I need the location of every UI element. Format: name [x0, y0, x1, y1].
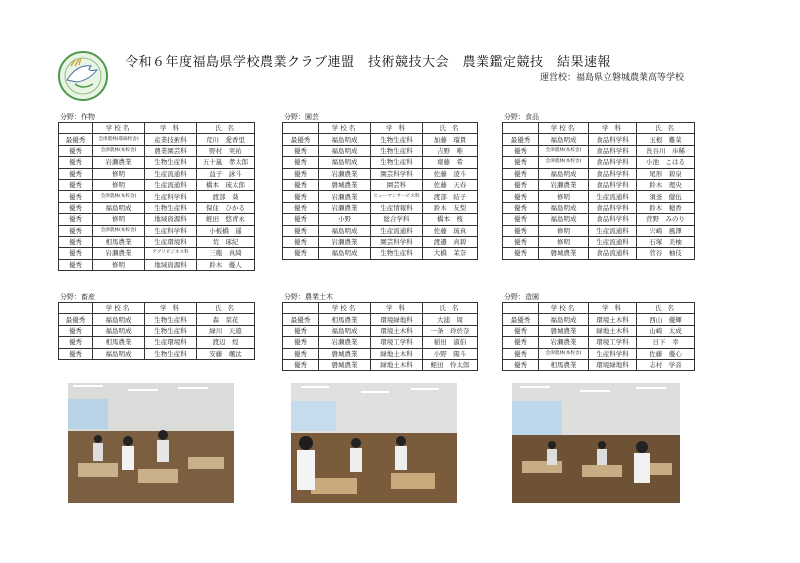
contest-photo-2 [291, 383, 457, 503]
award-cell: 優秀 [59, 236, 93, 247]
student-name-cell: 鈴木 友梨 [423, 202, 478, 213]
school-cell: 会津農林(耶麻校舎) [93, 134, 145, 145]
course-cell: 園芸科学科 [371, 236, 423, 247]
section-civil-engineering [282, 292, 478, 371]
student-name-cell: 一条 玲於奈 [423, 325, 478, 336]
table-row [59, 225, 255, 236]
school-cell: 福島明成 [319, 225, 371, 236]
section-label: 分野：畜産 [60, 293, 95, 301]
award-cell: 優秀 [503, 157, 539, 168]
table-header-row [283, 303, 478, 314]
column-header-course: 学 科 [145, 123, 197, 134]
school-cell: 修明 [93, 214, 145, 225]
award-cell: 優秀 [503, 359, 539, 370]
column-header-course: 学 科 [371, 123, 423, 134]
section-label: 分野：園芸 [284, 113, 319, 121]
section-label: 分野：農業土木 [284, 293, 333, 301]
course-cell: 食品科学科 [589, 179, 637, 190]
table-row [283, 359, 478, 370]
school-cell: 福島明成 [539, 202, 589, 213]
course-cell: 環境土木科 [589, 314, 637, 325]
course-cell: 緑地土木科 [371, 348, 423, 359]
course-cell: 生物生産科 [145, 202, 197, 213]
student-name-cell: 橋本 桜 [423, 214, 478, 225]
table-row [59, 179, 255, 190]
course-cell: 地域資源科 [145, 214, 197, 225]
column-header-award [283, 303, 319, 314]
table-row [503, 179, 695, 190]
student-name-cell: 山崎 太成 [637, 325, 695, 336]
course-cell: 園芸科学科 [371, 168, 423, 179]
table-row [59, 168, 255, 179]
award-cell: 優秀 [59, 248, 93, 259]
table-row [503, 348, 695, 359]
school-cell: 岩瀬農業 [319, 202, 371, 213]
table-header-row [283, 123, 478, 134]
column-header-school: 学校名 [319, 303, 371, 314]
column-header-award [59, 123, 93, 134]
award-cell: 優秀 [503, 202, 539, 213]
table-header-row [59, 303, 255, 314]
award-cell: 最優秀 [59, 314, 93, 325]
column-header-name: 氏 名 [423, 303, 478, 314]
student-name-cell: 橋本 琉太郎 [197, 179, 255, 190]
column-header-course: 学 科 [371, 303, 423, 314]
results-table [58, 122, 255, 271]
course-cell: 環境緑地科 [589, 359, 637, 370]
award-cell: 優秀 [503, 225, 539, 236]
section-food [502, 112, 695, 260]
section-horticulture [282, 112, 478, 260]
award-cell: 優秀 [503, 214, 539, 225]
course-cell: 地域資源科 [145, 259, 197, 270]
award-cell: 優秀 [503, 168, 539, 179]
table-row [503, 157, 695, 168]
award-cell: 優秀 [59, 179, 93, 190]
results-table [58, 302, 255, 360]
course-cell: 環境土木科 [371, 325, 423, 336]
school-cell: 福島明成 [539, 134, 589, 145]
school-cell: 岩瀬農業 [319, 337, 371, 348]
course-cell: 生物生産科 [145, 314, 197, 325]
table-row [283, 337, 478, 348]
course-cell: 緑地土木科 [371, 359, 423, 370]
course-cell: 環境緑地科 [371, 314, 423, 325]
school-cell: 修明 [539, 191, 589, 202]
course-cell: 生物生産科 [371, 248, 423, 259]
table-row [283, 157, 478, 168]
student-name-cell: 渡部 葵 [197, 191, 255, 202]
course-cell: 食品科学科 [589, 145, 637, 156]
table-row [503, 214, 695, 225]
award-cell: 優秀 [59, 259, 93, 270]
course-cell: 生産流通科 [145, 179, 197, 190]
award-cell: 優秀 [283, 348, 319, 359]
table-row [503, 202, 695, 213]
student-name-cell: 森 栞花 [197, 314, 255, 325]
column-header-award [503, 123, 539, 134]
student-name-cell: 鈴木 理央 [637, 179, 695, 190]
course-cell: 産業技術科 [145, 134, 197, 145]
course-cell: 生産情報科 [371, 202, 423, 213]
school-cell: 福島明成 [93, 325, 145, 336]
column-header-course: 学 科 [145, 303, 197, 314]
award-cell: 優秀 [283, 359, 319, 370]
student-name-cell: 加藤 瑠貴 [423, 134, 478, 145]
student-name-cell: 佐藤 優心 [637, 348, 695, 359]
student-name-cell: 宍崎 風澤 [637, 225, 695, 236]
table-row [59, 236, 255, 247]
school-cell: 磐城農業 [319, 359, 371, 370]
award-cell: 優秀 [503, 337, 539, 348]
table-row [283, 202, 478, 213]
course-cell: 環境工学科 [589, 337, 637, 348]
table-row [503, 359, 695, 370]
column-header-school: 学校名 [539, 303, 589, 314]
table-row [59, 134, 255, 145]
student-name-cell: 三瓶 真綺 [197, 248, 255, 259]
table-row [503, 325, 695, 336]
course-cell: 食品流通科 [589, 248, 637, 259]
school-cell: 福島明成 [539, 168, 589, 179]
student-name-cell: 緑川 天遊 [197, 325, 255, 336]
school-cell: 福島明成 [93, 202, 145, 213]
award-cell: 優秀 [283, 225, 319, 236]
school-cell: 小野 [319, 214, 371, 225]
results-table [282, 122, 478, 260]
course-cell: 生物生産科 [145, 157, 197, 168]
school-cell: 岩瀬農業 [539, 337, 589, 348]
school-cell: 福島明成 [93, 348, 145, 359]
student-name-cell: 荒 琢紀 [197, 236, 255, 247]
school-cell: 修明 [539, 236, 589, 247]
award-cell: 最優秀 [503, 314, 539, 325]
school-cell: 岩瀬農業 [539, 179, 589, 190]
table-row [283, 145, 478, 156]
award-cell: 優秀 [503, 145, 539, 156]
section-label: 分野：造園 [504, 293, 539, 301]
table-row [503, 337, 695, 348]
table-row [503, 145, 695, 156]
school-cell: 会津農林(本校舎) [93, 145, 145, 156]
award-cell: 最優秀 [283, 134, 319, 145]
award-cell: 優秀 [503, 325, 539, 336]
school-cell: 福島明成 [319, 145, 371, 156]
student-name-cell: 長谷川 歩稀 [637, 145, 695, 156]
course-cell: 生物生産科 [371, 157, 423, 168]
student-name-cell: 五十嵐 孝太郎 [197, 157, 255, 168]
award-cell: 優秀 [59, 202, 93, 213]
school-cell: 福島明成 [319, 325, 371, 336]
school-cell: 会津農林(本校舎) [539, 348, 589, 359]
student-name-cell: 鈴木 穂香 [637, 202, 695, 213]
award-cell: 優秀 [283, 236, 319, 247]
table-row [283, 348, 478, 359]
column-header-name: 氏 名 [197, 123, 255, 134]
school-cell: 磐城農業 [319, 179, 371, 190]
column-header-award [503, 303, 539, 314]
school-cell: 福島明成 [539, 214, 589, 225]
course-cell: 生物生産科 [371, 145, 423, 156]
student-name-cell: 鈴木 優人 [197, 259, 255, 270]
school-cell: 福島明成 [319, 248, 371, 259]
table-row [283, 248, 478, 259]
organizer-school: 運営校：福島県立磐城農業高等学校 [540, 73, 685, 83]
course-cell: 生産流通科 [589, 191, 637, 202]
student-name-cell: 志村 学音 [637, 359, 695, 370]
results-table [502, 302, 695, 371]
student-name-cell: 吉野 唯 [423, 145, 478, 156]
results-table [502, 122, 695, 260]
course-cell: 生産科学科 [589, 348, 637, 359]
award-cell: 優秀 [59, 225, 93, 236]
course-cell: 生産環境科 [145, 337, 197, 348]
course-cell: 食品科学科 [589, 214, 637, 225]
school-cell: 修明 [93, 259, 145, 270]
school-cell: 会津農林(本校舎) [93, 225, 145, 236]
student-name-cell: 須釜 健伍 [637, 191, 695, 202]
course-cell: 生産流通科 [145, 168, 197, 179]
student-name-cell: 石塚 美柚 [637, 236, 695, 247]
course-cell: 環境工学科 [371, 337, 423, 348]
course-cell: 緑地土木科 [589, 325, 637, 336]
award-cell: 優秀 [59, 348, 93, 359]
student-name-cell: 荒川 愛香里 [197, 134, 255, 145]
school-cell: 相馬農業 [539, 359, 589, 370]
course-cell: 生産科学科 [145, 191, 197, 202]
school-cell: 修明 [539, 225, 589, 236]
student-name-cell: 尾形 碧泉 [637, 168, 695, 179]
column-header-course: 学 科 [589, 123, 637, 134]
school-cell: 修明 [93, 179, 145, 190]
award-cell: 優秀 [283, 168, 319, 179]
table-row [503, 134, 695, 145]
course-cell: 生産流通科 [589, 236, 637, 247]
table-row [283, 214, 478, 225]
student-name-cell: 佐藤 天春 [423, 179, 478, 190]
fff-emblem-logo [57, 50, 109, 102]
award-cell: 最優秀 [503, 134, 539, 145]
course-cell: 生物生産科 [145, 325, 197, 336]
award-cell: 優秀 [283, 248, 319, 259]
contest-photo-3 [512, 383, 680, 503]
award-cell: 優秀 [59, 214, 93, 225]
school-cell: 岩瀬農業 [93, 248, 145, 259]
table-row [59, 337, 255, 348]
school-cell: 福島明成 [319, 134, 371, 145]
student-name-cell: 小池 こはる [637, 157, 695, 168]
award-cell: 優秀 [503, 248, 539, 259]
school-cell: 福島明成 [539, 314, 589, 325]
table-row [503, 236, 695, 247]
column-header-school: 学校名 [319, 123, 371, 134]
award-cell: 最優秀 [283, 314, 319, 325]
course-cell: 生産環境科 [145, 236, 197, 247]
award-cell: 優秀 [59, 145, 93, 156]
table-row [59, 248, 255, 259]
student-name-cell: 菅野 みのり [637, 214, 695, 225]
award-cell: 優秀 [283, 214, 319, 225]
section-label: 分野：作物 [60, 113, 95, 121]
table-header-row [59, 123, 255, 134]
award-cell: 優秀 [283, 145, 319, 156]
school-cell: 岩瀬農業 [319, 191, 371, 202]
school-cell: 福島明成 [319, 157, 371, 168]
award-cell: 優秀 [59, 157, 93, 168]
award-cell: 優秀 [283, 337, 319, 348]
column-header-name: 氏 名 [637, 123, 695, 134]
table-row [59, 145, 255, 156]
student-name-cell: 渡辺 煌 [197, 337, 255, 348]
contest-photo-1 [68, 383, 234, 503]
award-cell: 優秀 [59, 325, 93, 336]
table-row [59, 348, 255, 359]
table-row [59, 259, 255, 270]
column-header-name: 氏 名 [197, 303, 255, 314]
column-header-school: 学校名 [93, 123, 145, 134]
student-name-cell: 益子 詠斗 [197, 168, 255, 179]
column-header-name: 氏 名 [423, 123, 478, 134]
school-cell: 会津農林(本校舎) [539, 145, 589, 156]
table-row [283, 179, 478, 190]
student-name-cell: 渡邉 真碧 [423, 236, 478, 247]
course-cell: 農業園芸科 [145, 145, 197, 156]
course-cell: アグリビジネス科 [145, 248, 197, 259]
student-name-cell: 蛭田 悠青永 [197, 214, 255, 225]
column-header-school: 学校名 [539, 123, 589, 134]
table-row [59, 325, 255, 336]
table-row [283, 225, 478, 236]
school-cell: 磐城農業 [319, 348, 371, 359]
award-cell: 優秀 [59, 337, 93, 348]
table-row [59, 214, 255, 225]
table-row [283, 168, 478, 179]
table-row [283, 325, 478, 336]
student-name-cell: 日下 幸 [637, 337, 695, 348]
table-row [59, 202, 255, 213]
student-name-cell: 大浦 周 [423, 314, 478, 325]
page-title: 令和６年度福島県学校農業クラブ連盟 技術競技大会 農業鑑定競技 結果速報 [125, 55, 612, 70]
table-row [283, 236, 478, 247]
student-name-cell: 佐藤 凌斗 [423, 168, 478, 179]
column-header-school: 学校名 [93, 303, 145, 314]
award-cell: 優秀 [283, 191, 319, 202]
course-cell: 生産科学科 [145, 225, 197, 236]
award-cell: 優秀 [503, 179, 539, 190]
award-cell: 優秀 [503, 236, 539, 247]
student-name-cell: 大橋 茉奈 [423, 248, 478, 259]
award-cell: 優秀 [283, 325, 319, 336]
section-livestock [58, 292, 255, 360]
section-crops [58, 112, 255, 271]
student-name-cell: 小野 陽斗 [423, 348, 478, 359]
section-landscaping [502, 292, 695, 371]
student-name-cell: 安藤 颯汰 [197, 348, 255, 359]
school-cell: 相馬農業 [93, 337, 145, 348]
award-cell: 優秀 [503, 348, 539, 359]
student-name-cell: 稲田 淑伯 [423, 337, 478, 348]
student-name-cell: 保住 ひかる [197, 202, 255, 213]
course-cell: 食品科学科 [589, 202, 637, 213]
school-cell: 岩瀬農業 [93, 157, 145, 168]
table-row [59, 157, 255, 168]
school-cell: 岩瀬農業 [319, 168, 371, 179]
course-cell: 食品科学科 [589, 157, 637, 168]
table-header-row [503, 303, 695, 314]
award-cell: 優秀 [59, 191, 93, 202]
student-name-cell: 渡部 結子 [423, 191, 478, 202]
award-cell: 優秀 [283, 179, 319, 190]
course-cell: ヒューマンサービス科 [371, 191, 423, 202]
section-label: 分野：食品 [504, 113, 539, 121]
course-cell: 食品科学科 [589, 134, 637, 145]
course-cell: 生産流通科 [589, 225, 637, 236]
table-row [59, 314, 255, 325]
school-cell: 岩瀬農業 [319, 236, 371, 247]
award-cell: 優秀 [283, 157, 319, 168]
award-cell: 優秀 [59, 168, 93, 179]
course-cell: 生物生産科 [371, 134, 423, 145]
table-row [59, 191, 255, 202]
column-header-award [283, 123, 319, 134]
school-cell: 修明 [93, 168, 145, 179]
table-row [503, 191, 695, 202]
table-row [503, 225, 695, 236]
table-row [503, 314, 695, 325]
column-header-award [59, 303, 93, 314]
table-row [503, 168, 695, 179]
table-header-row [503, 123, 695, 134]
results-table [282, 302, 478, 371]
award-cell: 優秀 [283, 202, 319, 213]
course-cell: 生産流通科 [371, 225, 423, 236]
table-row [283, 191, 478, 202]
school-cell: 磐城農業 [539, 248, 589, 259]
school-cell: 相馬農業 [319, 314, 371, 325]
column-header-course: 学 科 [589, 303, 637, 314]
student-name-cell: 齋藤 希 [423, 157, 478, 168]
course-cell: 総合学科 [371, 214, 423, 225]
student-name-cell: 蛭田 怜太郎 [423, 359, 478, 370]
school-cell: 会津農林(本校舎) [93, 191, 145, 202]
award-cell: 優秀 [503, 191, 539, 202]
course-cell: 食品科学科 [589, 168, 637, 179]
student-name-cell: 菅谷 柚伎 [637, 248, 695, 259]
table-row [503, 248, 695, 259]
student-name-cell: 佐藤 琉真 [423, 225, 478, 236]
student-name-cell: 野村 実祐 [197, 145, 255, 156]
school-cell: 相馬農業 [93, 236, 145, 247]
table-row [283, 314, 478, 325]
course-cell: 園芸科 [371, 179, 423, 190]
award-cell: 最優秀 [59, 134, 93, 145]
student-name-cell: 西山 優輝 [637, 314, 695, 325]
course-cell: 生物生産科 [145, 348, 197, 359]
school-cell: 磐城農業 [539, 325, 589, 336]
student-name-cell: 玉根 難菜 [637, 134, 695, 145]
school-cell: 福島明成 [93, 314, 145, 325]
school-cell: 会津農林(本校舎) [539, 157, 589, 168]
table-row [283, 134, 478, 145]
column-header-name: 氏 名 [637, 303, 695, 314]
student-name-cell: 小板橋 遥 [197, 225, 255, 236]
